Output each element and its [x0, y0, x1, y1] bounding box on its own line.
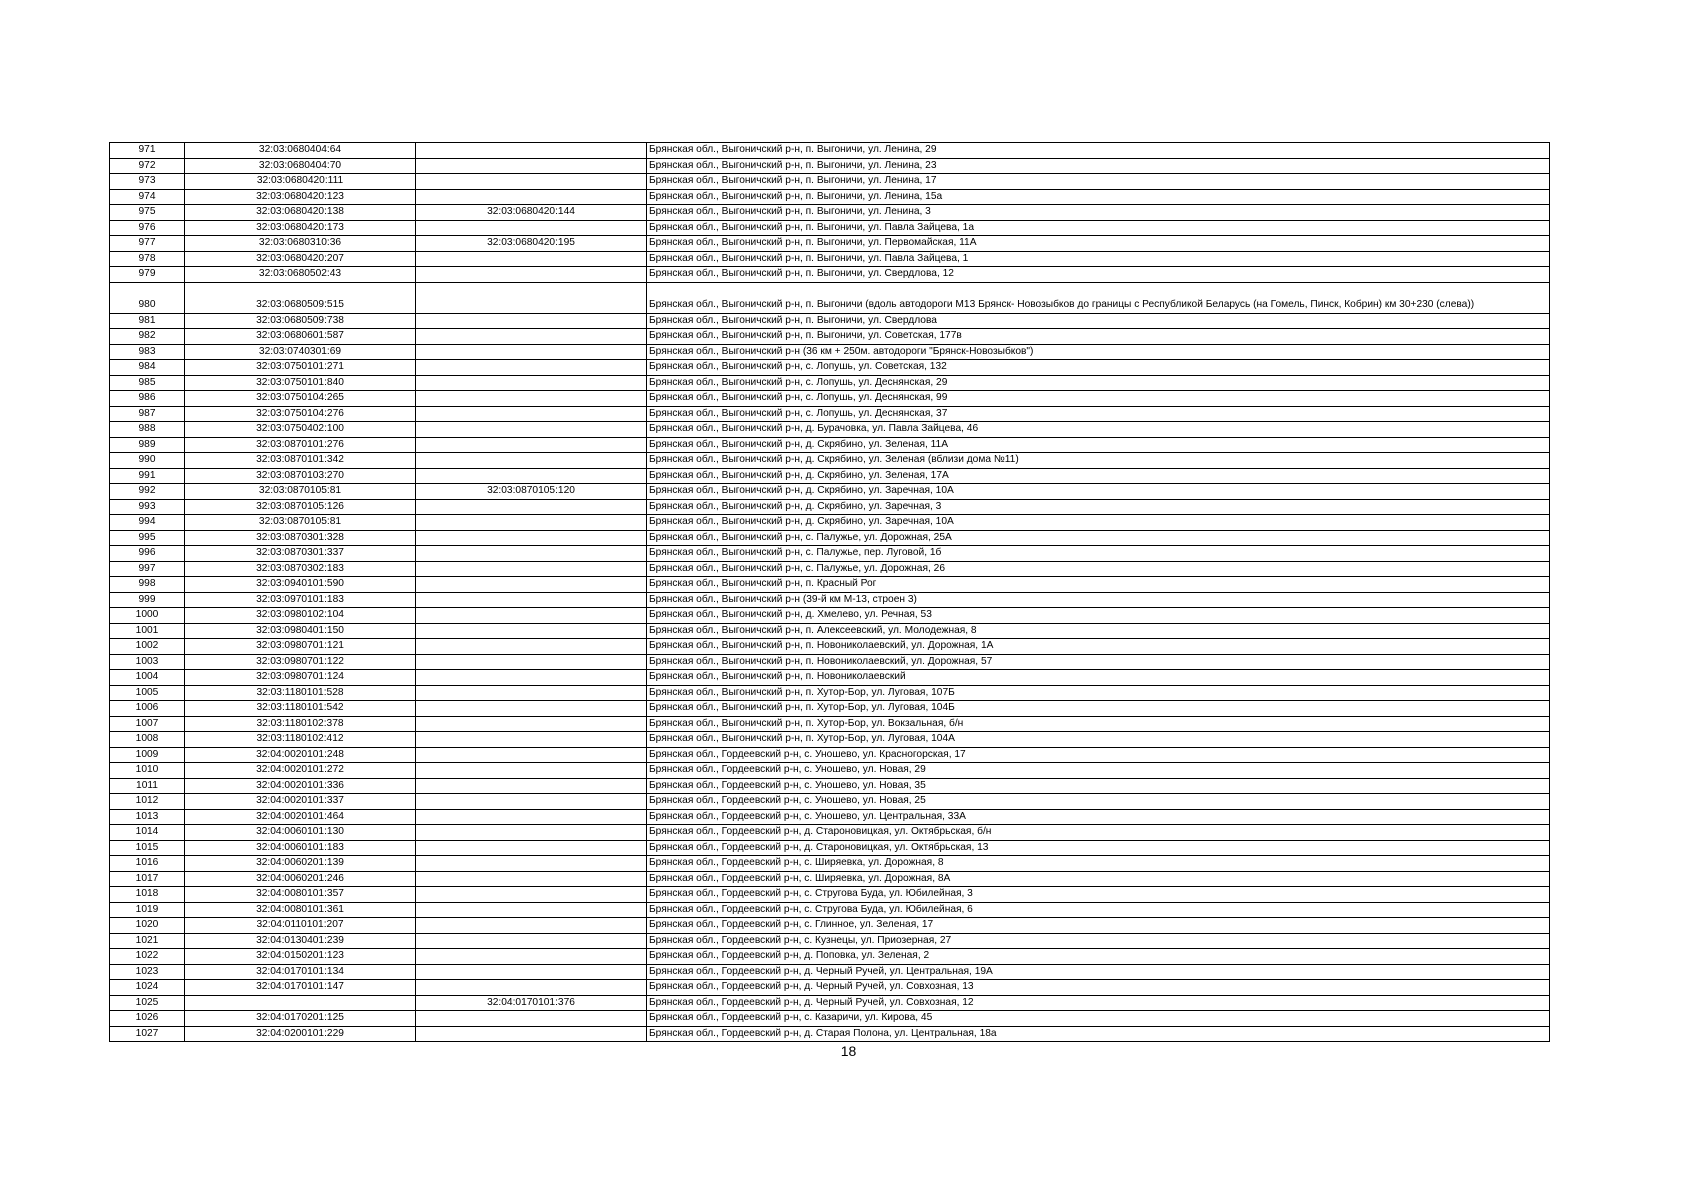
table-row	[110, 437, 1550, 453]
related-cadastral-number-cell	[416, 546, 647, 562]
table-row	[110, 794, 1550, 810]
address-cell: Брянская обл., Гордеевский р-н, с. Казаричи, ул. Кирова, 45	[647, 1011, 1550, 1027]
table-row	[110, 499, 1550, 515]
cadastral-number-cell: 32:04:0020101:272	[185, 763, 416, 779]
address-cell: Брянская обл., Выгоничский р-н, п. Хутор-Бор, ул. Луговая, 104Б	[647, 701, 1550, 717]
cadastral-number-cell: 32:03:0870105:81	[185, 515, 416, 531]
address-cell: Брянская обл., Гордеевский р-н, с. Ширяевка, ул. Дорожная, 8А	[647, 871, 1550, 887]
row-number-cell: 1016	[110, 856, 185, 872]
address-cell: Брянская обл., Гордеевский р-н, д. Черный Ручей, ул. Совхозная, 13	[647, 980, 1550, 996]
address-cell: Брянская обл., Гордеевский р-н, с. Уношево, ул. Новая, 29	[647, 763, 1550, 779]
table-row	[110, 251, 1550, 267]
row-number-cell: 1008	[110, 732, 185, 748]
related-cadastral-number-cell: 32:03:0680420:195	[416, 236, 647, 252]
related-cadastral-number-cell	[416, 344, 647, 360]
row-number-cell: 990	[110, 453, 185, 469]
address-cell: Брянская обл., Выгоничский р-н, п. Хутор-Бор, ул. Луговая, 104А	[647, 732, 1550, 748]
row-number-cell: 980	[110, 282, 185, 313]
cadastral-number-cell: 32:04:0110101:207	[185, 918, 416, 934]
cadastral-number-cell: 32:03:0680601:587	[185, 329, 416, 345]
address-cell: Брянская обл., Выгоничский р-н, п. Выгоничи, ул. Свердлова	[647, 313, 1550, 329]
document-table	[109, 142, 1550, 1042]
cadastral-number-cell: 32:03:0870105:126	[185, 499, 416, 515]
address-cell: Брянская обл., Выгоничский р-н, д. Скрябино, ул. Зеленая, 11А	[647, 437, 1550, 453]
related-cadastral-number-cell	[416, 158, 647, 174]
related-cadastral-number-cell	[416, 143, 647, 159]
row-number-cell: 994	[110, 515, 185, 531]
row-number-cell: 1023	[110, 964, 185, 980]
address-cell: Брянская обл., Выгоничский р-н (36 км + 250м. автодороги "Брянск-Новозыбков")	[647, 344, 1550, 360]
row-number-cell: 985	[110, 375, 185, 391]
address-cell: Брянская обл., Гордеевский р-н, д. Староновицкая, ул. Октябрьская, б/н	[647, 825, 1550, 841]
table-row	[110, 639, 1550, 655]
row-number-cell: 1001	[110, 623, 185, 639]
row-number-cell: 972	[110, 158, 185, 174]
cadastral-number-cell: 32:03:0680420:123	[185, 189, 416, 205]
table-row	[110, 484, 1550, 500]
row-number-cell: 977	[110, 236, 185, 252]
related-cadastral-number-cell	[416, 189, 647, 205]
cadastral-number-cell: 32:03:1180102:378	[185, 716, 416, 732]
address-cell: Брянская обл., Выгоничский р-н, п. Выгоничи, ул. Ленина, 17	[647, 174, 1550, 190]
table-row	[110, 158, 1550, 174]
cadastral-number-cell: 32:03:1180102:412	[185, 732, 416, 748]
address-cell: Брянская обл., Выгоничский р-н, п. Выгоничи, ул. Ленина, 15а	[647, 189, 1550, 205]
cadastral-number-cell: 32:03:0680502:43	[185, 267, 416, 283]
related-cadastral-number-cell	[416, 809, 647, 825]
related-cadastral-number-cell	[416, 360, 647, 376]
address-cell: Брянская обл., Выгоничский р-н, с. Лопушь, ул. Деснянская, 37	[647, 406, 1550, 422]
address-cell: Брянская обл., Выгоничский р-н, с. Лопушь, ул. Советская, 132	[647, 360, 1550, 376]
table-row	[110, 313, 1550, 329]
row-number-cell: 998	[110, 577, 185, 593]
related-cadastral-number-cell	[416, 654, 647, 670]
address-cell: Брянская обл., Выгоничский р-н, д. Скрябино, ул. Зеленая, 17А	[647, 468, 1550, 484]
address-cell: Брянская обл., Выгоничский р-н, д. Хмелево, ул. Речная, 53	[647, 608, 1550, 624]
related-cadastral-number-cell	[416, 949, 647, 965]
related-cadastral-number-cell	[416, 763, 647, 779]
address-cell: Брянская обл., Выгоничский р-н, п. Выгоничи, ул. Ленина, 23	[647, 158, 1550, 174]
cadastral-number-cell: 32:03:0870101:276	[185, 437, 416, 453]
table-row	[110, 608, 1550, 624]
row-number-cell: 1027	[110, 1026, 185, 1042]
row-number-cell: 995	[110, 530, 185, 546]
row-number-cell: 991	[110, 468, 185, 484]
cadastral-number-cell: 32:03:0750402:100	[185, 422, 416, 438]
cadastral-number-cell: 32:03:0870301:337	[185, 546, 416, 562]
related-cadastral-number-cell	[416, 530, 647, 546]
address-cell: Брянская обл., Гордеевский р-н, с. Кузнецы, ул. Приозерная, 27	[647, 933, 1550, 949]
row-number-cell: 1019	[110, 902, 185, 918]
row-number-cell: 1012	[110, 794, 185, 810]
row-number-cell: 1011	[110, 778, 185, 794]
table-row	[110, 980, 1550, 996]
table-row	[110, 236, 1550, 252]
related-cadastral-number-cell	[416, 313, 647, 329]
row-number-cell: 1013	[110, 809, 185, 825]
cadastral-number-cell: 32:03:1180101:542	[185, 701, 416, 717]
address-cell: Брянская обл., Гордеевский р-н, с. Ширяевка, ул. Дорожная, 8	[647, 856, 1550, 872]
row-number-cell: 971	[110, 143, 185, 159]
address-cell: Брянская обл., Гордеевский р-н, с. Уношево, ул. Новая, 35	[647, 778, 1550, 794]
related-cadastral-number-cell	[416, 639, 647, 655]
cadastral-number-cell: 32:04:0020101:248	[185, 747, 416, 763]
cadastral-number-cell: 32:04:0060101:130	[185, 825, 416, 841]
cadastral-number-cell: 32:03:0680310:36	[185, 236, 416, 252]
table-row	[110, 329, 1550, 345]
row-number-cell: 996	[110, 546, 185, 562]
row-number-cell: 989	[110, 437, 185, 453]
address-cell: Брянская обл., Выгоничский р-н, п. Хутор-Бор, ул. Луговая, 107Б	[647, 685, 1550, 701]
cadastral-number-cell: 32:03:0870101:342	[185, 453, 416, 469]
related-cadastral-number-cell	[416, 933, 647, 949]
related-cadastral-number-cell	[416, 871, 647, 887]
cadastral-number-cell: 32:04:0060201:139	[185, 856, 416, 872]
row-number-cell: 1025	[110, 995, 185, 1011]
related-cadastral-number-cell	[416, 887, 647, 903]
table-row	[110, 360, 1550, 376]
table-row	[110, 592, 1550, 608]
cadastral-number-cell: 32:03:0980701:121	[185, 639, 416, 655]
cadastral-number-cell: 32:04:0020101:337	[185, 794, 416, 810]
address-cell: Брянская обл., Выгоничский р-н, с. Палужье, ул. Дорожная, 25А	[647, 530, 1550, 546]
related-cadastral-number-cell	[416, 561, 647, 577]
related-cadastral-number-cell	[416, 794, 647, 810]
related-cadastral-number-cell	[416, 918, 647, 934]
cadastral-number-cell: 32:03:0870301:328	[185, 530, 416, 546]
table-row	[110, 685, 1550, 701]
table-row	[110, 716, 1550, 732]
row-number-cell: 987	[110, 406, 185, 422]
table-row	[110, 949, 1550, 965]
table-row	[110, 1011, 1550, 1027]
table-row	[110, 701, 1550, 717]
row-number-cell: 979	[110, 267, 185, 283]
address-cell: Брянская обл., Выгоничский р-н, д. Бурачовка, ул. Павла Зайцева, 46	[647, 422, 1550, 438]
address-cell: Брянская обл., Выгоничский р-н, п. Выгоничи, ул. Павла Зайцева, 1а	[647, 220, 1550, 236]
related-cadastral-number-cell	[416, 515, 647, 531]
table-row	[110, 174, 1550, 190]
row-number-cell: 1026	[110, 1011, 185, 1027]
cadastral-number-cell: 32:03:0740301:69	[185, 344, 416, 360]
cadastral-number-cell: 32:04:0170201:125	[185, 1011, 416, 1027]
cadastral-number-cell: 32:04:0080101:361	[185, 902, 416, 918]
row-number-cell: 1021	[110, 933, 185, 949]
row-number-cell: 974	[110, 189, 185, 205]
address-cell: Брянская обл., Выгоничский р-н, д. Скрябино, ул. Заречная, 3	[647, 499, 1550, 515]
table-row	[110, 1026, 1550, 1042]
related-cadastral-number-cell	[416, 1011, 647, 1027]
related-cadastral-number-cell	[416, 701, 647, 717]
row-number-cell: 993	[110, 499, 185, 515]
row-number-cell: 997	[110, 561, 185, 577]
table-row	[110, 189, 1550, 205]
related-cadastral-number-cell	[416, 670, 647, 686]
related-cadastral-number-cell	[416, 592, 647, 608]
table-row	[110, 825, 1550, 841]
cadastral-number-cell: 32:03:0680404:70	[185, 158, 416, 174]
row-number-cell: 983	[110, 344, 185, 360]
address-cell: Брянская обл., Выгоничский р-н, с. Лопушь, ул. Деснянская, 99	[647, 391, 1550, 407]
table-row	[110, 763, 1550, 779]
page-number: 18	[840, 1043, 857, 1059]
cadastral-number-cell: 32:03:1180101:528	[185, 685, 416, 701]
row-number-cell: 984	[110, 360, 185, 376]
address-cell: Брянская обл., Гордеевский р-н, с. Уношево, ул. Новая, 25	[647, 794, 1550, 810]
row-number-cell: 1007	[110, 716, 185, 732]
cadastral-number-cell: 32:04:0170101:134	[185, 964, 416, 980]
row-number-cell: 982	[110, 329, 185, 345]
cadastral-number-cell: 32:03:0680509:515	[185, 282, 416, 313]
row-number-cell: 975	[110, 205, 185, 221]
row-number-cell: 1018	[110, 887, 185, 903]
cadastral-number-cell: 32:04:0020101:464	[185, 809, 416, 825]
related-cadastral-number-cell	[416, 329, 647, 345]
table-row	[110, 391, 1550, 407]
address-cell: Брянская обл., Гордеевский р-н, с. Уношево, ул. Красногорская, 17	[647, 747, 1550, 763]
table-row	[110, 995, 1550, 1011]
related-cadastral-number-cell	[416, 778, 647, 794]
address-cell: Брянская обл., Выгоничский р-н, с. Палужье, ул. Дорожная, 26	[647, 561, 1550, 577]
row-number-cell: 1010	[110, 763, 185, 779]
related-cadastral-number-cell	[416, 282, 647, 313]
related-cadastral-number-cell	[416, 453, 647, 469]
table-row	[110, 887, 1550, 903]
related-cadastral-number-cell	[416, 856, 647, 872]
row-number-cell: 999	[110, 592, 185, 608]
row-number-cell: 1022	[110, 949, 185, 965]
related-cadastral-number-cell	[416, 577, 647, 593]
table-row	[110, 344, 1550, 360]
related-cadastral-number-cell	[416, 840, 647, 856]
address-cell: Брянская обл., Гордеевский р-н, с. Глинное, ул. Зеленая, 17	[647, 918, 1550, 934]
related-cadastral-number-cell	[416, 608, 647, 624]
table-row	[110, 670, 1550, 686]
row-number-cell: 988	[110, 422, 185, 438]
related-cadastral-number-cell	[416, 1026, 647, 1042]
table-row	[110, 468, 1550, 484]
table-row	[110, 918, 1550, 934]
address-cell: Брянская обл., Гордеевский р-н, д. Старая Полона, ул. Центральная, 18а	[647, 1026, 1550, 1042]
cadastral-number-cell: 32:04:0200101:229	[185, 1026, 416, 1042]
related-cadastral-number-cell	[416, 267, 647, 283]
related-cadastral-number-cell	[416, 980, 647, 996]
row-number-cell: 992	[110, 484, 185, 500]
related-cadastral-number-cell	[416, 406, 647, 422]
cadastral-number-cell: 32:03:0870105:81	[185, 484, 416, 500]
cadastral-number-cell: 32:04:0170101:147	[185, 980, 416, 996]
cadastral-number-cell: 32:03:0680509:738	[185, 313, 416, 329]
related-cadastral-number-cell	[416, 251, 647, 267]
table-row	[110, 933, 1550, 949]
cadastral-number-cell: 32:03:0970101:183	[185, 592, 416, 608]
cadastral-number-cell: 32:03:0680420:207	[185, 251, 416, 267]
cadastral-number-cell: 32:03:0980401:150	[185, 623, 416, 639]
related-cadastral-number-cell	[416, 220, 647, 236]
table-row	[110, 856, 1550, 872]
cadastral-number-cell: 32:04:0130401:239	[185, 933, 416, 949]
related-cadastral-number-cell	[416, 685, 647, 701]
table-row	[110, 282, 1550, 313]
address-cell: Брянская обл., Гордеевский р-н, д. Черный Ручей, ул. Центральная, 19А	[647, 964, 1550, 980]
row-number-cell: 1014	[110, 825, 185, 841]
table-row	[110, 871, 1550, 887]
table-row	[110, 406, 1550, 422]
cadastral-number-cell: 32:03:0750101:271	[185, 360, 416, 376]
row-number-cell: 978	[110, 251, 185, 267]
cadastral-number-cell: 32:04:0020101:336	[185, 778, 416, 794]
table-row	[110, 654, 1550, 670]
related-cadastral-number-cell	[416, 964, 647, 980]
cadastral-number-cell: 32:03:0750104:265	[185, 391, 416, 407]
address-cell: Брянская обл., Выгоничский р-н, с. Палужье, пер. Луговой, 1б	[647, 546, 1550, 562]
address-cell: Брянская обл., Гордеевский р-н, д. Староновицкая, ул. Октябрьская, 13	[647, 840, 1550, 856]
address-cell: Брянская обл., Выгоничский р-н, п. Выгоничи, ул. Свердлова, 12	[647, 267, 1550, 283]
address-cell: Брянская обл., Гордеевский р-н, д. Поповка, ул. Зеленая, 2	[647, 949, 1550, 965]
row-number-cell: 1017	[110, 871, 185, 887]
address-cell: Брянская обл., Выгоничский р-н, п. Выгоничи, ул. Советская, 177в	[647, 329, 1550, 345]
row-number-cell: 1005	[110, 685, 185, 701]
row-number-cell: 1006	[110, 701, 185, 717]
related-cadastral-number-cell	[416, 174, 647, 190]
row-number-cell: 1004	[110, 670, 185, 686]
address-cell: Брянская обл., Гордеевский р-н, с. Стругова Буда, ул. Юбилейная, 6	[647, 902, 1550, 918]
related-cadastral-number-cell	[416, 391, 647, 407]
cadastral-number-cell: 32:04:0060201:246	[185, 871, 416, 887]
address-cell: Брянская обл., Выгоничский р-н, п. Хутор-Бор, ул. Вокзальная, б/н	[647, 716, 1550, 732]
row-number-cell: 1003	[110, 654, 185, 670]
table-row	[110, 205, 1550, 221]
table-row	[110, 964, 1550, 980]
table-row	[110, 375, 1550, 391]
related-cadastral-number-cell	[416, 375, 647, 391]
address-cell: Брянская обл., Выгоничский р-н, п. Новониколаевский	[647, 670, 1550, 686]
related-cadastral-number-cell	[416, 732, 647, 748]
table-row	[110, 577, 1550, 593]
related-cadastral-number-cell	[416, 437, 647, 453]
cadastral-number-cell: 32:04:0080101:357	[185, 887, 416, 903]
cadastral-number-cell: 32:03:0940101:590	[185, 577, 416, 593]
table-body	[110, 143, 1550, 1042]
address-cell: Брянская обл., Выгоничский р-н, п. Выгоничи, ул. Павла Зайцева, 1	[647, 251, 1550, 267]
table-row	[110, 809, 1550, 825]
address-cell: Брянская обл., Выгоничский р-н, п. Новониколаевский, ул. Дорожная, 1А	[647, 639, 1550, 655]
cadastral-number-cell: 32:03:0870302:183	[185, 561, 416, 577]
table-row	[110, 747, 1550, 763]
table-row	[110, 515, 1550, 531]
row-number-cell: 986	[110, 391, 185, 407]
row-number-cell: 1002	[110, 639, 185, 655]
related-cadastral-number-cell: 32:03:0870105:120	[416, 484, 647, 500]
cadastral-number-cell: 32:04:0150201:123	[185, 949, 416, 965]
related-cadastral-number-cell	[416, 716, 647, 732]
related-cadastral-number-cell	[416, 902, 647, 918]
related-cadastral-number-cell: 32:04:0170101:376	[416, 995, 647, 1011]
table-row	[110, 422, 1550, 438]
cadastral-number-cell: 32:03:0680404:64	[185, 143, 416, 159]
cadastral-number-cell: 32:03:0750104:276	[185, 406, 416, 422]
related-cadastral-number-cell: 32:03:0680420:144	[416, 205, 647, 221]
cadastral-number-cell	[185, 995, 416, 1011]
address-cell: Брянская обл., Выгоничский р-н, п. Выгоничи, ул. Ленина, 29	[647, 143, 1550, 159]
table-row	[110, 778, 1550, 794]
related-cadastral-number-cell	[416, 623, 647, 639]
row-number-cell: 1020	[110, 918, 185, 934]
table-row	[110, 732, 1550, 748]
address-cell: Брянская обл., Выгоничский р-н, д. Скрябино, ул. Зеленая (вблизи дома №11)	[647, 453, 1550, 469]
cadastral-number-cell: 32:03:0870103:270	[185, 468, 416, 484]
table-row	[110, 623, 1550, 639]
cadastral-number-cell: 32:03:0980102:104	[185, 608, 416, 624]
related-cadastral-number-cell	[416, 747, 647, 763]
row-number-cell: 1009	[110, 747, 185, 763]
address-cell: Брянская обл., Выгоничский р-н, п. Красный Рог	[647, 577, 1550, 593]
cadastral-number-cell: 32:03:0680420:111	[185, 174, 416, 190]
address-cell: Брянская обл., Выгоничский р-н, п. Выгоничи, ул. Первомайская, 11А	[647, 236, 1550, 252]
related-cadastral-number-cell	[416, 499, 647, 515]
table-row	[110, 220, 1550, 236]
table-row	[110, 561, 1550, 577]
table-row	[110, 143, 1550, 159]
cadastral-number-cell: 32:03:0680420:173	[185, 220, 416, 236]
row-number-cell: 981	[110, 313, 185, 329]
address-cell: Брянская обл., Выгоничский р-н, д. Скрябино, ул. Заречная, 10А	[647, 515, 1550, 531]
address-cell: Брянская обл., Выгоничский р-н, п. Новониколаевский, ул. Дорожная, 57	[647, 654, 1550, 670]
cadastral-number-cell: 32:03:0980701:122	[185, 654, 416, 670]
address-cell: Брянская обл., Выгоничский р-н, п. Алексеевский, ул. Молодежная, 8	[647, 623, 1550, 639]
row-number-cell: 976	[110, 220, 185, 236]
related-cadastral-number-cell	[416, 422, 647, 438]
address-cell: Брянская обл., Гордеевский р-н, с. Стругова Буда, ул. Юбилейная, 3	[647, 887, 1550, 903]
address-cell: Брянская обл., Выгоничский р-н (39-й км М-13, строен 3)	[647, 592, 1550, 608]
table-row	[110, 840, 1550, 856]
related-cadastral-number-cell	[416, 825, 647, 841]
cadastral-number-cell: 32:03:0980701:124	[185, 670, 416, 686]
related-cadastral-number-cell	[416, 468, 647, 484]
cadastral-number-cell: 32:03:0750101:840	[185, 375, 416, 391]
table-row	[110, 902, 1550, 918]
row-number-cell: 1015	[110, 840, 185, 856]
address-cell: Брянская обл., Гордеевский р-н, с. Уношево, ул. Центральная, 33А	[647, 809, 1550, 825]
address-cell: Брянская обл., Гордеевский р-н, д. Черный Ручей, ул. Совхозная, 12	[647, 995, 1550, 1011]
address-cell: Брянская обл., Выгоничский р-н, п. Выгоничи, ул. Ленина, 3	[647, 205, 1550, 221]
table-row	[110, 546, 1550, 562]
address-cell: Брянская обл., Выгоничский р-н, с. Лопушь, ул. Деснянская, 29	[647, 375, 1550, 391]
address-cell: Брянская обл., Выгоничский р-н, п. Выгоничи (вдоль автодороги М13 Брянск- Новозыбков до границы с Республикой Беларусь (на Гомель, Пинск, Кобрин) км 30+230 (слева))	[647, 282, 1550, 313]
table-row	[110, 530, 1550, 546]
row-number-cell: 1024	[110, 980, 185, 996]
table-row	[110, 267, 1550, 283]
address-cell: Брянская обл., Выгоничский р-н, д. Скрябино, ул. Заречная, 10А	[647, 484, 1550, 500]
cadastral-number-cell: 32:03:0680420:138	[185, 205, 416, 221]
row-number-cell: 1000	[110, 608, 185, 624]
cadastral-number-cell: 32:04:0060101:183	[185, 840, 416, 856]
table-row	[110, 453, 1550, 469]
row-number-cell: 973	[110, 174, 185, 190]
